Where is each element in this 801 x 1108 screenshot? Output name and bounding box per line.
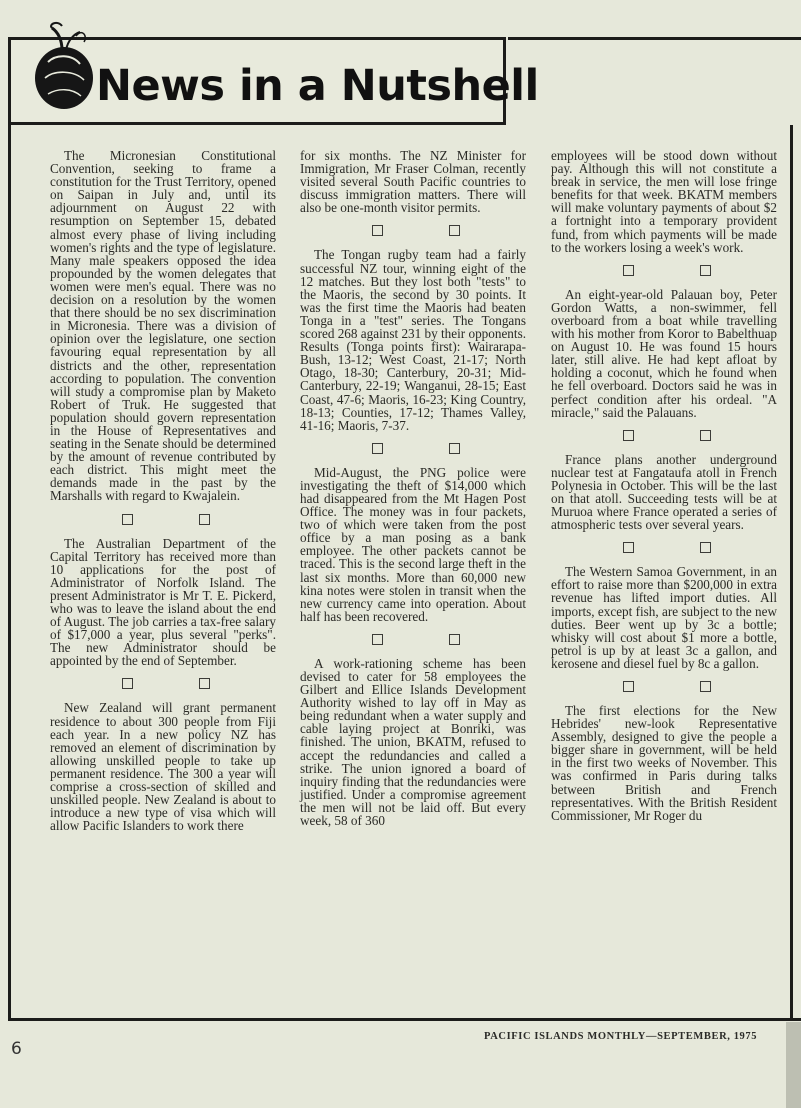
item-separator <box>50 503 276 537</box>
news-item-continued: employees will be stood down without pay. Although this will not constitute a break in service, the men will lose fringe benefits for that week. BKATM members will make voluntary payments of about $2 a fortnight into a temporary provident fund, from which payments will be made to the workers losing a week's work. <box>551 148 777 255</box>
page-edge <box>786 1022 801 1108</box>
box-icon <box>372 634 383 645</box>
news-item: New Zealand will grant permanent residence to about 300 people from Fiji each year. In a new policy NZ has removed an element of discrimination by allowing unskilled people to take up permanent residence. The 300 a year will comprise a cross-section of skilled and unskilled people. New Zealand is about to introduce a new type of visa which will allow Pacific Islanders to work there <box>50 700 276 834</box>
item-separator <box>300 623 526 657</box>
news-item: The Micronesian Constitutional Convention, seeking to frame a constitution for the Trust Territory, opened on Saipan in July and, until its adjournment on August 22 with resumption on September 15, debated almost every phase of living including women's rights and the type of legislature. Many male speakers opposed the idea propounded by the women delegates that women were men's equal. There was no decision on a resolution by the women that there should be no sex discrimination in Micronesia. There was a division of opinion over the legislature, one section favouring equal representation by all districts and the other, representation according to population. The convention will study a compromise plan by Maketo Robert of Truk. He suggested that population should govern representation in the House of Representatives and seating in the Senate should be determined by the amount of revenue contributed by each district. This might meet the demands made in the past by the Marshalls with regard to Kwajalein. <box>50 148 276 504</box>
news-item: The Western Samoa Government, in an effort to raise more than $200,000 in extra revenue has lifted import duties. All imports, except fish, are subject to the new duties. Beer went up by 3c a bottle; whisky will cost about $1 more a bottle, petrol is up by at least 3c a gallon, and kerosene and diesel fuel by 8c a gallon. <box>551 564 777 671</box>
news-item: The first elections for the New Hebrides' new-look Representative Assembly, designed to give the people a bigger share in government, will be held in the first two weeks of November. This was confirmed in Paris during talks between British and French representatives. With the British Resident Commissioner, Mr Roger du <box>551 703 777 823</box>
news-item: A work-rationing scheme has been devised to cater for 58 employees the Gilbert and Ellice Islands Development Authority wished to lay off in May as being redundant when a water supply and cable laying project at Bonriki, was finished. The union, BKATM, refused to accept the redundancies and called a strike. The union ignored a board of inquiry finding that the redundancies were justified. Under a compromise agreement the men will not be laid off. But every week, 58 of 360 <box>300 655 526 829</box>
news-item: An eight-year-old Palauan boy, Peter Gordon Watts, a non-swimmer, fell overboard from a boat while travelling with his mother from Koror to Babelthuap on August 10. He was found 15 hours later, still alive. He had kept afloat by holding a coconut, which he found when he fell overboard. Doctors said he was in perfect condition after his ordeal. "A miracle," said the Palauans. <box>551 286 777 420</box>
news-item: France plans another underground nuclear test at Fangataufa atoll in French Polynesia in October. This will be the last on that atoll. Succeeding tests will be at Muruoa where France operated a series of atmospheric tests over several years. <box>551 451 777 533</box>
news-item: Mid-August, the PNG police were investigating the theft of $14,000 which had disappeared from the Mt Hagen Post Office. The money was in four packets, two of which were taken from the post office by a man posing as a bank employee. The other packets cannot be traced. This is the second large theft in the last six months. More than 60,000 new kina notes were stolen in transit when the new currency came into operation. About half has been recovered. <box>300 464 526 624</box>
publication-footer: PACIFIC ISLANDS MONTHLY—SEPTEMBER, 1975 <box>484 1031 758 1042</box>
item-separator <box>300 432 526 466</box>
column-3 <box>551 149 777 822</box>
box-icon <box>122 678 133 689</box>
box-icon <box>449 634 460 645</box>
box-icon <box>700 430 711 441</box>
box-icon <box>122 514 133 525</box>
box-icon <box>449 443 460 454</box>
box-icon <box>372 443 383 454</box>
news-item-continued: for six months. The NZ Minister for Immigration, Mr Fraser Colman, recently visited several South Pacific countries to discuss immigration matters. There will also be one-month visitor permits. <box>300 148 526 216</box>
box-icon <box>199 514 210 525</box>
column-1 <box>50 149 276 832</box>
item-separator <box>551 254 777 288</box>
box-icon <box>700 542 711 553</box>
box-icon <box>700 681 711 692</box>
box-icon <box>623 265 634 276</box>
box-icon <box>700 265 711 276</box>
page-number: 6 <box>11 1039 22 1059</box>
item-separator <box>551 531 777 565</box>
box-icon <box>623 430 634 441</box>
box-icon <box>372 225 383 236</box>
box-icon <box>449 225 460 236</box>
page-title: News in a Nutshell <box>96 61 539 111</box>
item-separator <box>551 419 777 453</box>
item-separator <box>300 214 526 248</box>
top-rule <box>508 37 801 40</box>
box-icon <box>623 542 634 553</box>
column-2 <box>300 149 526 827</box>
item-separator <box>551 670 777 704</box>
box-icon <box>623 681 634 692</box>
news-item: The Tongan rugby team had a fairly successful NZ tour, winning eight of the 12 matches. But they lost both "tests" to the Maoris, the second by 30 points. It was the first time the Maoris had beaten Tonga in a "test" series. The Tongans scored 268 against 231 by their opponents. Results (Tonga points first): Wairarapa-Bush, 13-12; West Coast, 21-17; North Otago, 18-30; Canterbury, 20-31; Mid-Canterbury, 22-19; Wanganui, 28-15; East Coast, 47-6; Maoris, 16-23; King Country, 18-13; Counties, 17-12; Thames Valley, 41-16; Maoris, 7-37. <box>300 247 526 433</box>
nutshell-logo-icon <box>18 6 106 118</box>
box-icon <box>199 678 210 689</box>
item-separator <box>50 667 276 701</box>
news-item: The Australian Department of the Capital Territory has received more than 10 applications for the post of Administrator of Norfolk Island. The present Administrator is Mr T. E. Pickerd, who was to leave the island about the end of August. The job carries a tax-free salary of $17,000 a year, plus several "perks". The new Administrator should be appointed by the end of September. <box>50 535 276 669</box>
bottom-rule <box>8 1018 801 1021</box>
